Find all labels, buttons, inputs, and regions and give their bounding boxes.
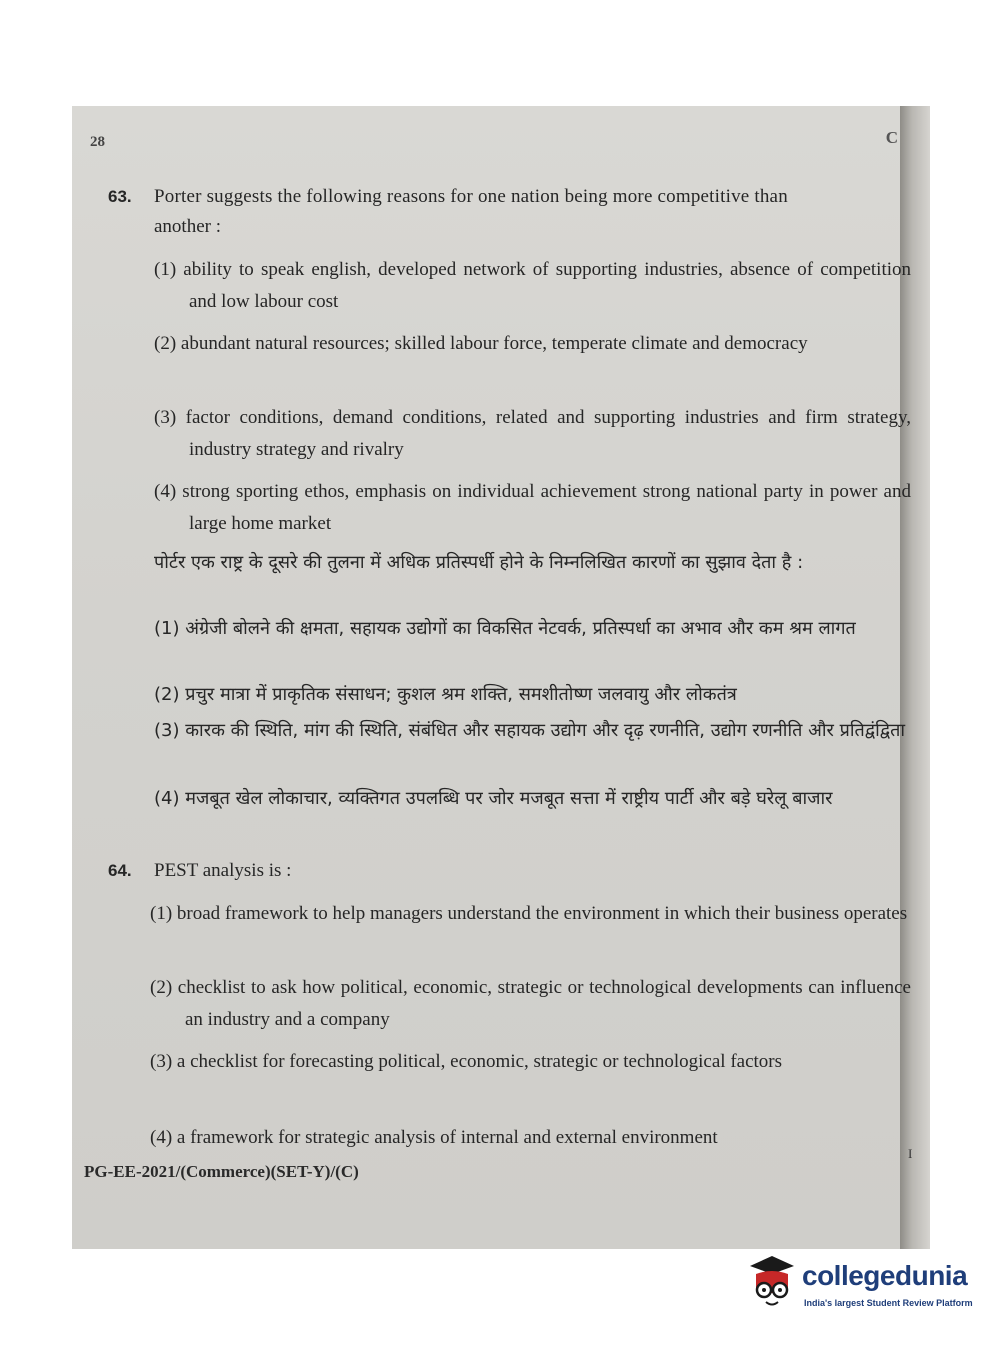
edge-mark: I — [908, 1146, 913, 1161]
option-64-2[interactable]: (2) checklist to ask how political, economic, strategic or technological developments can influence an industry and a company — [150, 977, 911, 1030]
collegedunia-logo[interactable] — [742, 1250, 972, 1320]
option-hi-1[interactable]: (1) अंग्रेजी बोलने की क्षमता, सहायक उद्योगों का विकसित नेटवर्क, प्रतिस्पर्धा का अभाव और कम श्रम लागत — [154, 618, 856, 639]
option-64-1[interactable]: (1) broad framework to help managers understand the environment in which their business operates — [150, 903, 908, 924]
option-hi-3[interactable]: (3) कारक की स्थिति, मांग की स्थिति, संबंधित और सहायक उद्योग और दृढ़ रणनीति, उद्योग रणनीति और प्रतिद्वंद्विता — [154, 720, 906, 741]
option-hi-4[interactable]: (4) मजबूत खेल लोकाचार, व्यक्तिगत उपलब्धि पर जोर मजबूत सत्ता में राष्ट्रीय पार्टी और बड़े घरेलू बाजार — [154, 788, 833, 809]
question-number: 63. — [108, 187, 132, 206]
option-64-4[interactable]: (4) a framework for strategic analysis of internal and external environment — [150, 1127, 718, 1148]
question-stem: PEST analysis is : — [154, 860, 292, 881]
option-en-3[interactable]: (3) factor conditions, demand conditions, related and supporting industries and firm strategy, industry strategy and rivalry — [154, 407, 911, 460]
question-63 — [108, 182, 894, 242]
page-corner-letter: C — [885, 128, 898, 147]
page-number: 28 — [90, 134, 105, 150]
brand-name: collegedunia — [802, 1260, 968, 1291]
question-64 — [108, 856, 884, 886]
option-hi-2[interactable]: (2) प्रचुर मात्रा में प्राकृतिक संसाधन; कुशल श्रम शक्ति, समशीतोष्ण जलवायु और लोकतंत्र — [154, 684, 737, 705]
exam-page-photo — [72, 106, 930, 1249]
brand-tagline: India's largest Student Review Platform — [804, 1298, 973, 1308]
question-stem-line: Porter suggests the following reasons for one nation being more competitive than — [154, 186, 788, 207]
option-en-4[interactable]: (4) strong sporting ethos, emphasis on individual achievement strong national party in power and large home market — [154, 481, 911, 534]
paper-code: PG-EE-2021/(Commerce)(SET-Y)/(C) — [84, 1162, 359, 1181]
option-en-2[interactable]: (2) abundant natural resources; skilled labour force, temperate climate and democracy — [154, 333, 808, 354]
option-64-3[interactable]: (3) a checklist for forecasting political, economic, strategic or technological factors — [150, 1051, 783, 1072]
question-stem-hindi: पोर्टर एक राष्ट्र के दूसरे की तुलना में अधिक प्रतिस्पर्धी होने के निम्नलिखित कारणों का सुझाव देता है : — [154, 552, 804, 573]
option-en-1[interactable]: (1) ability to speak english, developed network of supporting industries, absence of competition and low labour cost — [154, 259, 911, 312]
question-stem-line: another : — [154, 216, 222, 237]
question-number: 64. — [108, 861, 132, 880]
graduate-mascot-icon — [744, 1252, 800, 1312]
